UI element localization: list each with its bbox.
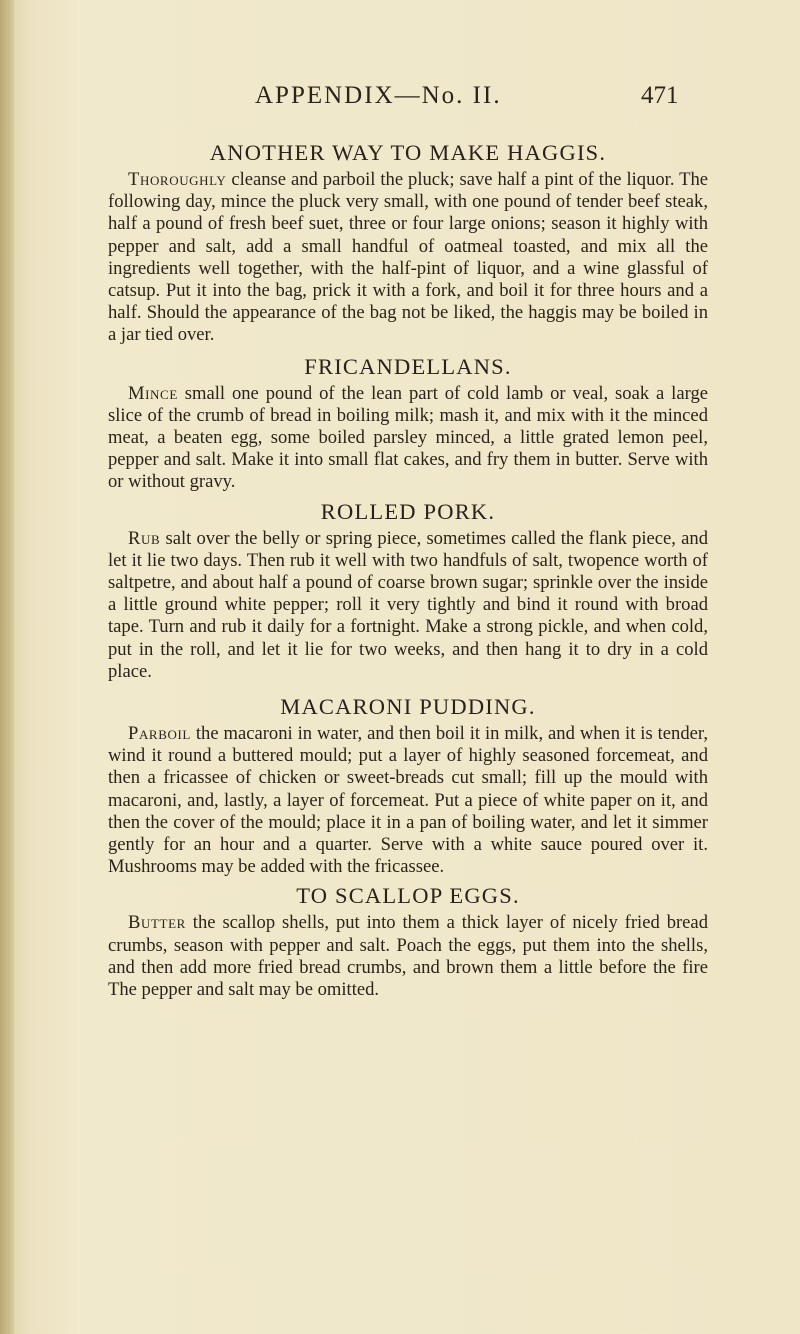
recipe-body: the macaroni in water, and then boil it in milk, and when it is tender, wind it round a buttered mould; put a layer of highly seasoned forcemeat, and then a fricassee of chicken or sweet-breads cut small; fill up the mould with macaroni, and, lastly, a layer of forcemeat. Put a piece of white paper on it, and then the cover of the mould; place it in a pan of boiling water, and let it simmer gently for an hour and a quarter. Serve with a white sauce poured over it. Mushrooms may be added with the fricassee. bbox=[108, 723, 708, 878]
recipe-body: small one pound of the lean part of cold lamb or veal, soak a large slice of the crumb of bread in boiling milk; mash it, and mix with it the minced meat, a beaten egg, some boiled parsley minced, a little grated lemon peel, pepper and salt. Make it into small flat cakes, and fry them in butter. Serve with or without gravy. bbox=[108, 382, 708, 493]
recipe-body: salt over the belly or spring piece, sometimes called the flank piece, and let it lie two days. Then rub it well with two handfuls of salt, twopence worth of saltpetre, and about half a pound of coarse brown sugar; sprinkle over the inside a little ground white pepper; roll it very tightly and bind it round with broad tape. Turn and rub it daily for a fortnight. Make a strong pickle, and when cold, put in the roll, and let it lie for two weeks, and then hang it to dry in a cold place. bbox=[108, 527, 708, 682]
recipe-macaroni-pudding bbox=[108, 691, 708, 878]
recipe-body: cleanse and parboil the pluck; save half a pint of the liquor. The following day, mince the pluck very small, with one pound of tender beef steak, half a pound of fresh beef suet, three or four large onions; season it highly with pepper and salt, add a small handful of oatmeal toasted, and mix all the ingredients well together, with the half-pint of liquor, and a wine glassful of catsup. Put it into the bag, prick it with a fork, and boil it for three hours and a half. Should the appearance of the bag not be liked, the haggis may be boiled in a jar tied over. bbox=[108, 169, 708, 346]
recipe-title: ROLLED PORK. bbox=[320, 498, 496, 524]
lead-word: Parboil bbox=[128, 723, 191, 745]
recipe-scallop-eggs bbox=[108, 880, 708, 1001]
lead-word: Thoroughly bbox=[128, 169, 227, 190]
recipe-text bbox=[108, 723, 708, 878]
recipe-fricandellans bbox=[108, 351, 708, 494]
page-gutter bbox=[0, 0, 14, 1334]
recipe-title: MACARONI PUDDING. bbox=[280, 694, 536, 720]
page-body bbox=[108, 137, 708, 1003]
lead-word: Rub bbox=[128, 527, 161, 549]
recipe-title: FRICANDELLANS. bbox=[304, 353, 512, 379]
recipe-text bbox=[108, 528, 708, 683]
recipe-title: ANOTHER WAY TO MAKE HAGGIS. bbox=[209, 140, 607, 165]
recipe-body: the scallop shells, put into them a thick layer of nicely fried bread crumbs, season with pepper and salt. Poach the eggs, put them into the shells, and then add more fried bread crumbs, and brown them a little before the fire The pepper and salt may be omitted. bbox=[108, 912, 708, 1001]
page-number: 471 bbox=[641, 82, 679, 109]
page-header bbox=[0, 82, 800, 122]
lead-word: Mince bbox=[128, 382, 178, 404]
recipe-rolled-pork bbox=[108, 496, 708, 683]
recipe-text bbox=[108, 383, 708, 494]
recipe-haggis bbox=[108, 137, 708, 347]
recipe-text bbox=[108, 912, 708, 1001]
running-head: APPENDIX—No. II. bbox=[255, 82, 502, 109]
recipe-title: TO SCALLOP EGGS. bbox=[296, 883, 520, 909]
lead-word: Butter bbox=[128, 912, 186, 934]
recipe-text bbox=[108, 169, 708, 347]
